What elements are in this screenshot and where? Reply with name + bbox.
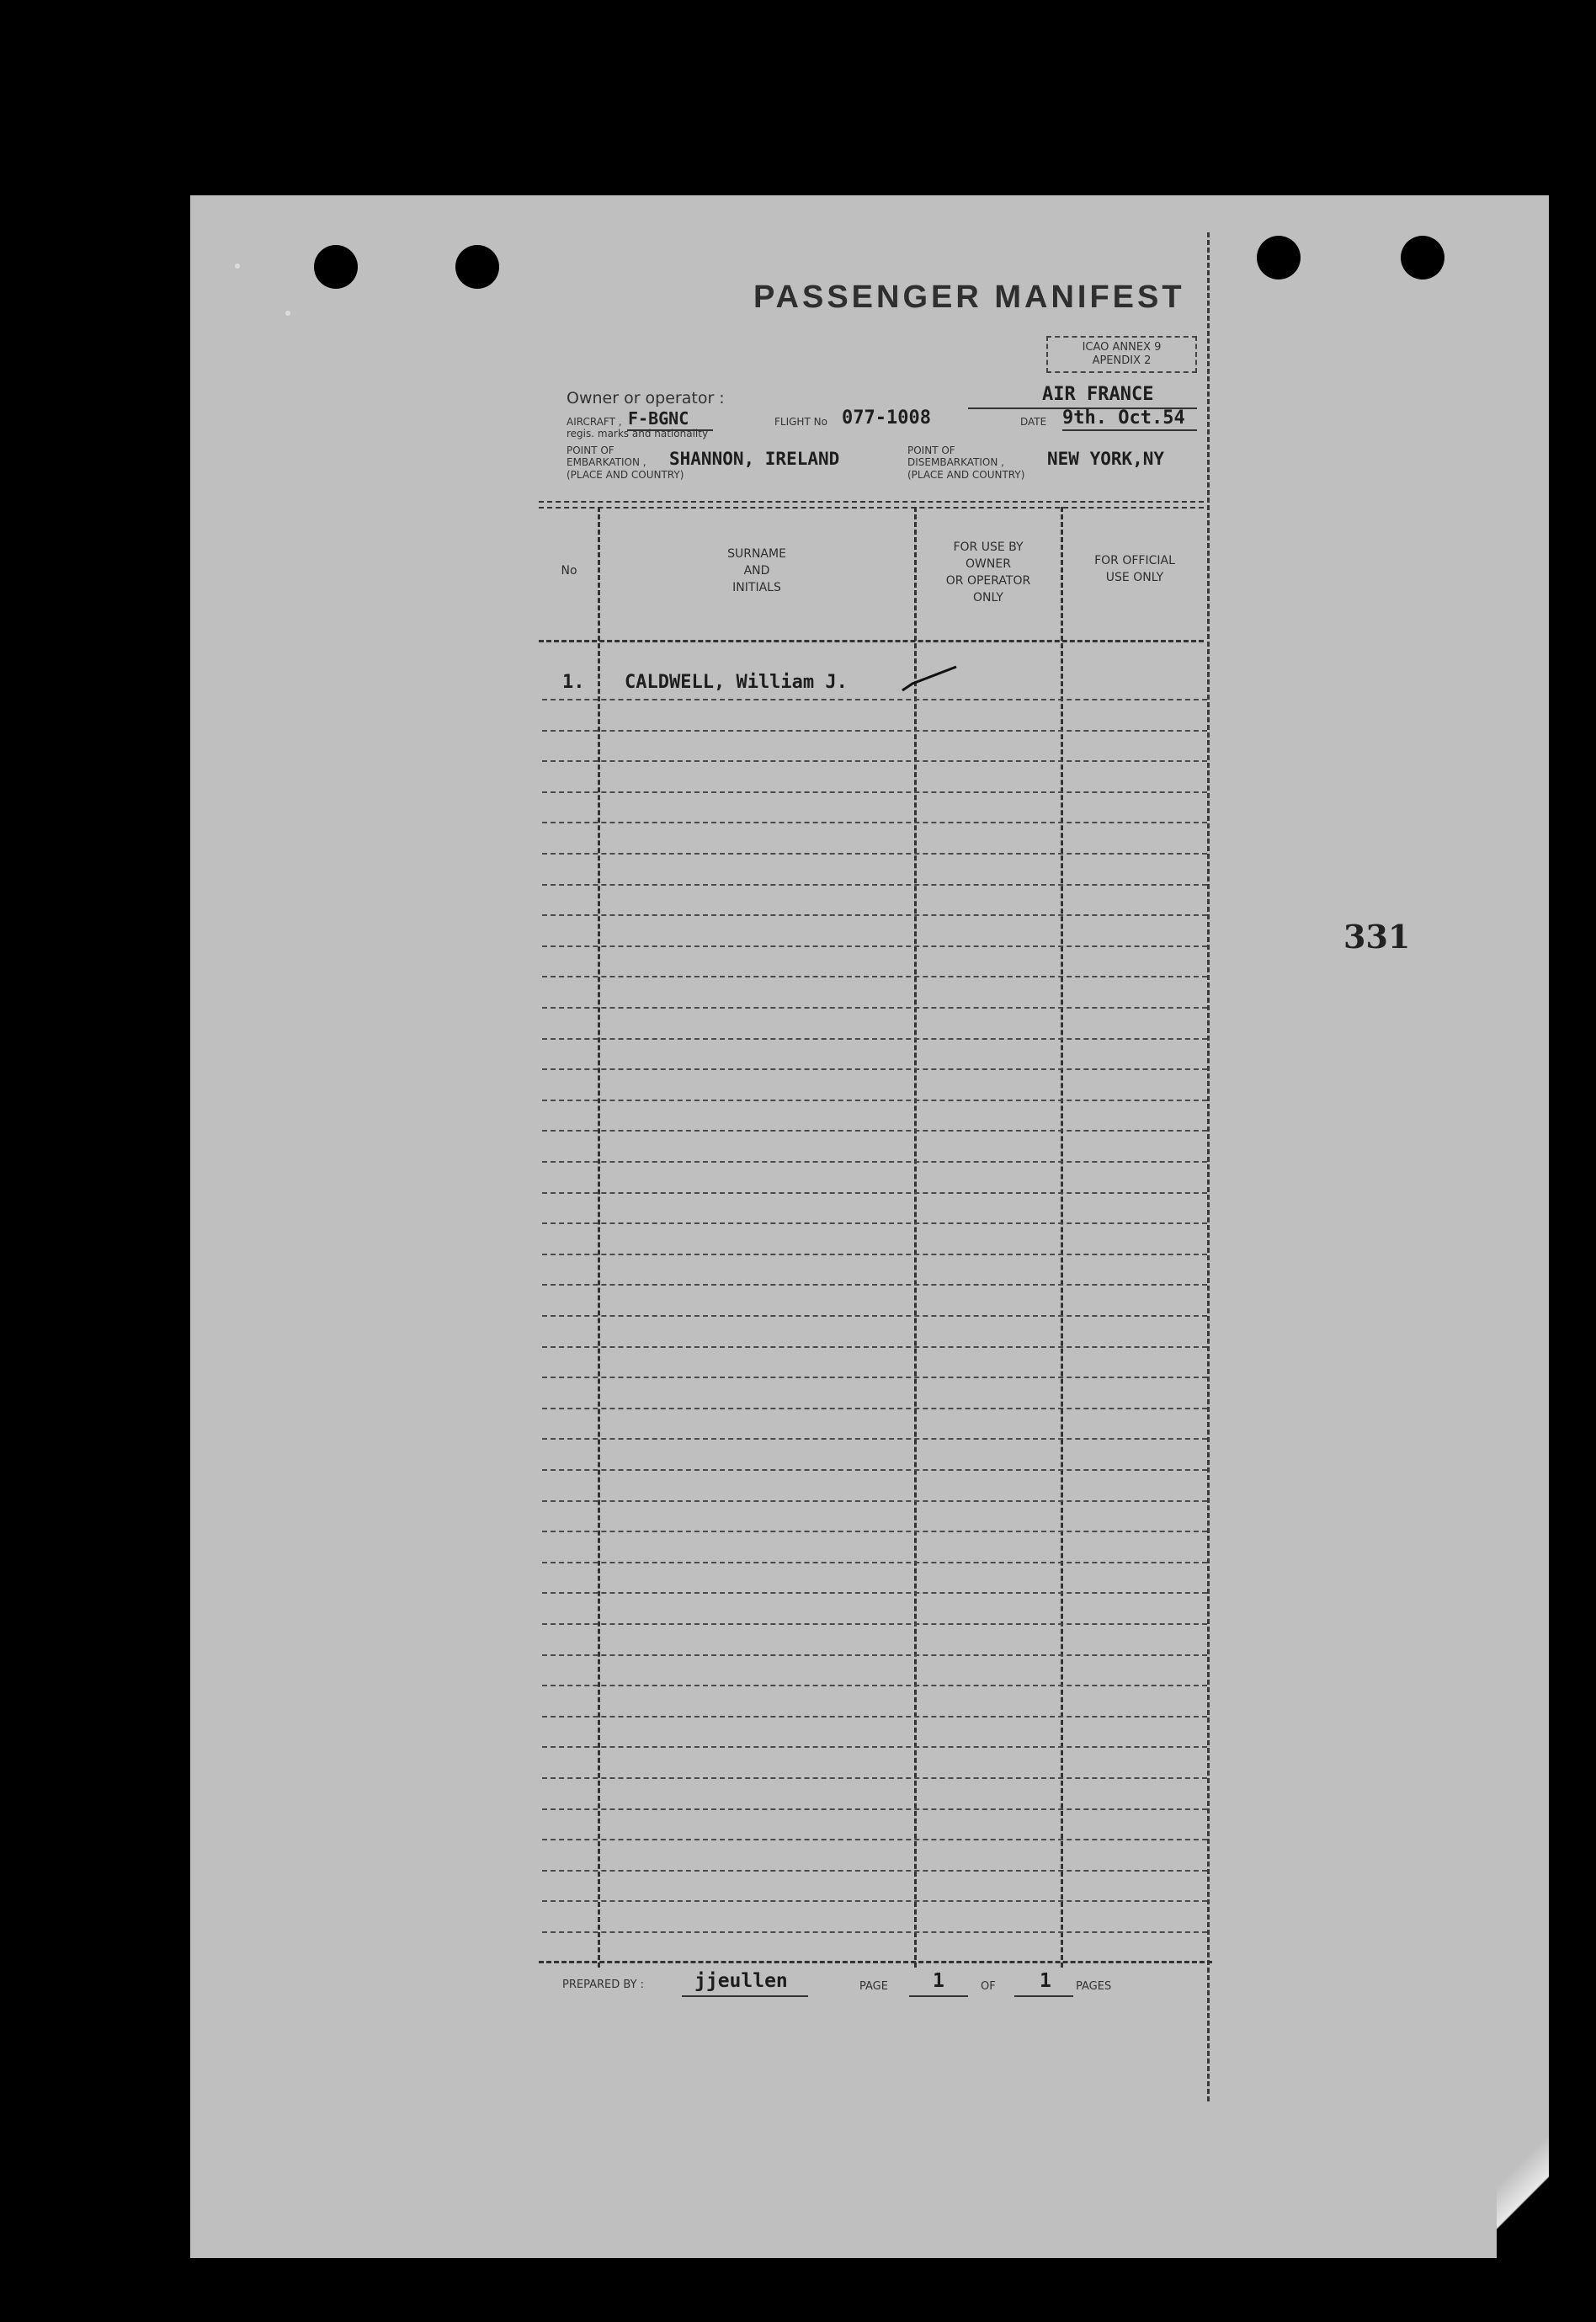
table-row-line [542, 1900, 1207, 1902]
disembark-sub-label: (PLACE AND COUNTRY) [907, 469, 1025, 481]
table-row-line [542, 1654, 1207, 1656]
table-row-line [542, 1161, 1207, 1163]
table-row-line [542, 976, 1207, 977]
prepared-value: jjeullen [694, 1970, 788, 1992]
table-row-line [542, 1592, 1207, 1594]
folded-corner [1497, 2105, 1549, 2258]
embark-value: SHANNON, IRELAND [669, 449, 840, 469]
table-row-line [542, 1130, 1207, 1132]
table-row-line [542, 1931, 1207, 1933]
header-owner-use: FOR USE BY OWNER OR OPERATOR ONLY [945, 541, 1031, 604]
annex-box [1046, 336, 1197, 373]
dust-speck [235, 264, 240, 269]
table-row-line [542, 945, 1207, 947]
column-divider [914, 507, 917, 1968]
header-official-use: FOR OFFICIAL USE ONLY [1094, 554, 1175, 584]
table-row-line [542, 1007, 1207, 1009]
table-row-line [542, 1038, 1207, 1040]
aircraft-underline [627, 429, 713, 431]
table-row-line [542, 1746, 1207, 1748]
table-top-rule [539, 507, 1204, 509]
table-top-rule [539, 501, 1204, 503]
embark-sub-label: (PLACE AND COUNTRY) [567, 469, 684, 481]
table-row-line [542, 1408, 1207, 1409]
table-row-line [542, 1469, 1207, 1471]
table-row-line [542, 1346, 1207, 1348]
table-row-line [542, 1315, 1207, 1317]
of-value: 1 [1040, 1970, 1051, 1992]
annex-line-2: APENDIX 2 [1092, 354, 1152, 367]
tear-line [1207, 232, 1210, 2101]
prepared-underline [682, 1995, 808, 1997]
table-row-line [542, 1222, 1207, 1224]
page-title: PASSENGER MANIFEST [753, 280, 1185, 315]
table-row-line [542, 1839, 1207, 1840]
table-row-line [542, 1777, 1207, 1779]
embark-label-1: POINT OF [567, 445, 614, 456]
punch-hole [314, 245, 358, 289]
passenger-name: CALDWELL, William J. [625, 672, 848, 693]
table-row-line [542, 1685, 1207, 1686]
page-value: 1 [933, 1970, 944, 1992]
owner-label: Owner or operator : [567, 389, 725, 407]
table-row-line [542, 760, 1207, 762]
of-underline [1014, 1995, 1073, 1997]
table-row-line [542, 1192, 1207, 1194]
disembark-label-1: POINT OF [907, 445, 955, 456]
table-row-line [542, 1100, 1207, 1101]
table-row-line [542, 1562, 1207, 1563]
table-row-line [542, 884, 1207, 886]
punch-hole [1257, 236, 1301, 280]
table-row-line [542, 1870, 1207, 1872]
header-no: No [561, 564, 577, 578]
header-rule [539, 640, 1204, 642]
embark-label-2: EMBARKATION , [567, 456, 646, 468]
flight-value: 077-1008 [842, 407, 931, 429]
table-row-line [542, 1623, 1207, 1625]
date-value: 9th. Oct.54 [1062, 407, 1185, 429]
owner-value: AIR FRANCE [1042, 384, 1154, 405]
punch-hole [455, 245, 499, 289]
aircraft-value: F-BGNC [628, 408, 689, 429]
table-row-line [542, 1500, 1207, 1502]
flight-label: FLIGHT No [774, 416, 827, 428]
aircraft-label: AIRCRAFT , [567, 416, 622, 428]
table-row-line [542, 1284, 1207, 1286]
prepared-label: PREPARED BY : [562, 1978, 645, 1991]
table-row-line [542, 1377, 1207, 1378]
table-row-line [542, 1531, 1207, 1532]
table-row-line [542, 699, 1207, 700]
table-row-line [542, 1808, 1207, 1810]
table-row-line [542, 853, 1207, 855]
disembark-label-2: DISEMBARKATION , [907, 456, 1004, 468]
table-row-line [542, 914, 1207, 916]
stamped-page-number: 331 [1343, 918, 1411, 956]
table-row-line [542, 822, 1207, 823]
row-number: 1. [562, 672, 585, 693]
table-row-line [542, 1716, 1207, 1718]
manifest-sheet [190, 195, 1549, 2258]
punch-hole [1401, 236, 1444, 280]
pages-label: PAGES [1076, 1980, 1112, 1993]
table-bottom-rule [539, 1961, 1212, 1963]
of-label: OF [981, 1980, 996, 1993]
table-row-line [542, 791, 1207, 793]
aircraft-sub-label: regis. marks and nationality [567, 428, 709, 439]
table-row-line [542, 730, 1207, 732]
annex-line-1: ICAO ANNEX 9 [1082, 341, 1162, 354]
table-row-line [542, 1438, 1207, 1440]
column-divider [1061, 507, 1063, 1968]
header-surname: SURNAME AND INITIALS [727, 547, 786, 594]
table-row-line [542, 1254, 1207, 1255]
date-underline [1062, 429, 1197, 431]
page-underline [909, 1995, 968, 1997]
table-row-line [542, 1068, 1207, 1070]
check-mark-icon [901, 665, 960, 694]
dust-speck [285, 311, 290, 316]
page-label: PAGE [859, 1980, 888, 1993]
column-divider [598, 507, 600, 1968]
disembark-value: NEW YORK,NY [1047, 449, 1165, 469]
date-label: DATE [1020, 416, 1047, 428]
